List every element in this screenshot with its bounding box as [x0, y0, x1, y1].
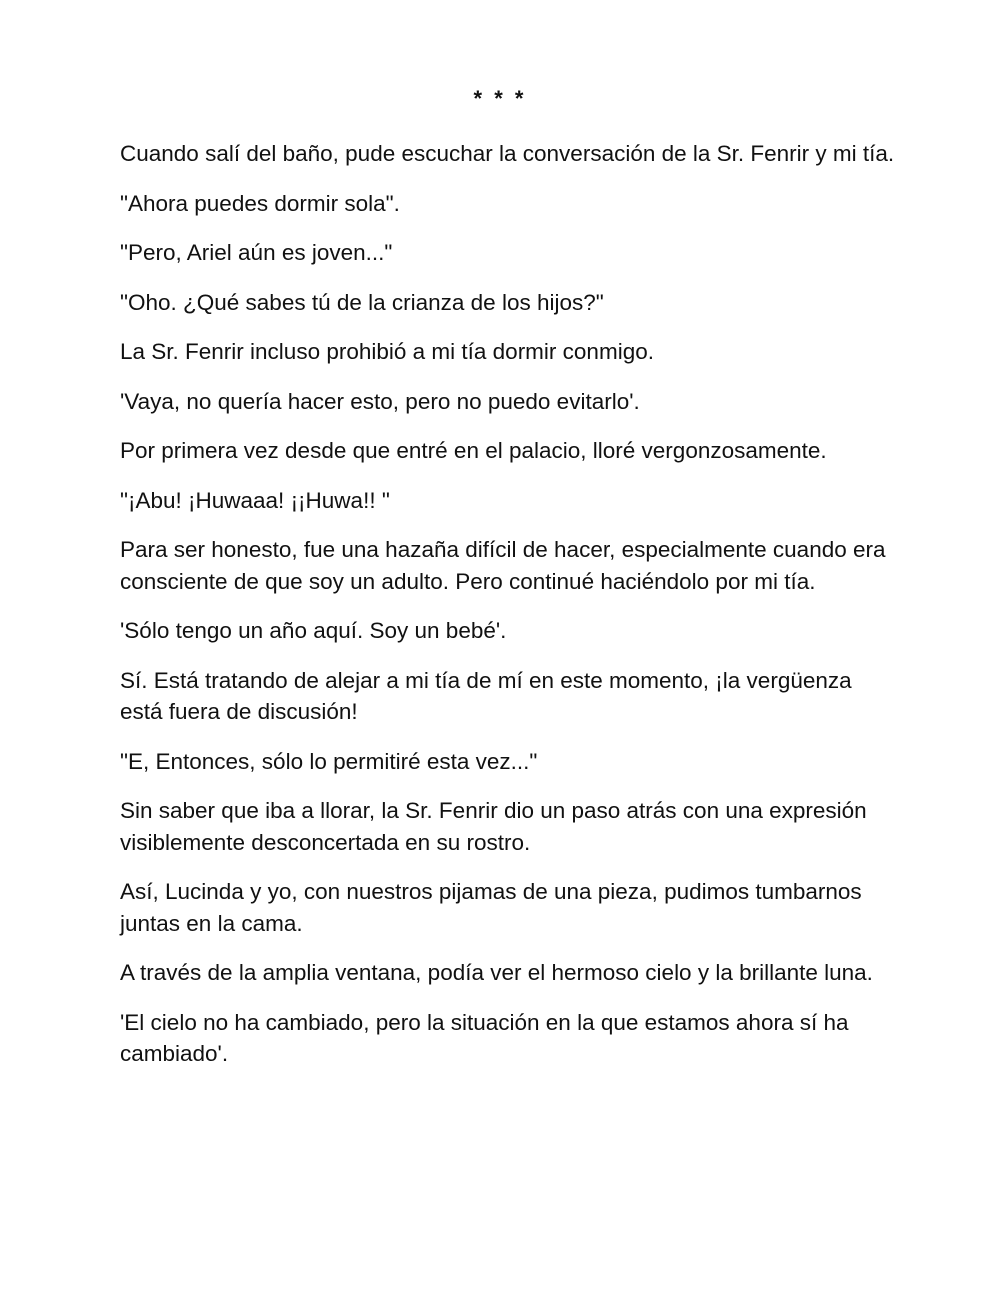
- paragraph: 'Vaya, no quería hacer esto, pero no puedo evitarlo'.: [120, 388, 640, 414]
- paragraph: "¡Abu! ¡Huwaaa! ¡¡Huwa!! ": [120, 487, 390, 513]
- paragraph: 'Sólo tengo un año aquí. Soy un bebé'.: [120, 618, 507, 643]
- paragraph: "E, Entonces, sólo lo permitiré esta vez...": [120, 748, 538, 774]
- scene-separator: * * *: [473, 86, 527, 111]
- paragraph: Para ser honesto, fue una hazaña difícil de hacer, especialmente cuando era consciente de que soy un adulto. Pero continué haciéndolo por mi tía.: [120, 537, 886, 594]
- paragraph: 'El cielo no ha cambiado, pero la situación en la que estamos ahora sí ha cambiado'.: [120, 1009, 849, 1066]
- paragraph: Sí. Está tratando de alejar a mi tía de mí en este momento, ¡la vergüenza está fuera de discusión!: [120, 667, 852, 724]
- document-body: [120, 138, 895, 1088]
- paragraph: Por primera vez desde que entré en el palacio, lloré vergonzosamente.: [120, 438, 827, 463]
- paragraph: Así, Lucinda y yo, con nuestros pijamas de una pieza, pudimos tumbarnos juntas en la cama.: [120, 879, 862, 936]
- paragraph: Sin saber que iba a llorar, la Sr. Fenrir dio un paso atrás con una expresión visiblemente desconcertada en su rostro.: [120, 798, 867, 855]
- paragraph: Cuando salí del baño, pude escuchar la conversación de la Sr. Fenrir y mi tía.: [120, 141, 895, 166]
- paragraph: "Ahora puedes dormir sola".: [120, 190, 400, 216]
- paragraph: A través de la amplia ventana, podía ver el hermoso cielo y la brillante luna.: [120, 960, 873, 985]
- paragraph: La Sr. Fenrir incluso prohibió a mi tía dormir conmigo.: [120, 339, 654, 364]
- paragraph: "Pero, Ariel aún es joven...": [120, 240, 393, 265]
- paragraph: "Oho. ¿Qué sabes tú de la crianza de los hijos?": [120, 289, 604, 315]
